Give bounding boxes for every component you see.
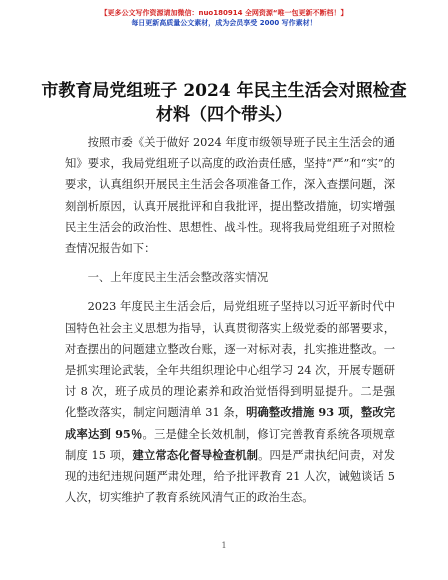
title-line-2: 材料（四个带头） [156,105,292,125]
bold-phrase-measures: 明确整改措施 93 项，整改完成率达到 95％ [65,405,396,441]
bold-phrase-mechanism: 建立常态化督导检查机制 [132,447,259,462]
title-line-1: 市教育局党组班子 2024 年民主生活会对照检查 [41,81,407,101]
promo-line-blue: 每日更新高质量公文素材，成为会员享受 2000 写作素材！ [131,19,317,27]
document-body [65,132,395,508]
spacer [65,259,395,267]
paragraph-text: 2023 年度民主生活会后，局党组班子坚持以习近平新时代中国特色社会主义思想为指导，认真贯彻落实上级党委的部署要求，对查摆出的问题建立整改台账，逐一对标对表，扎实推进整改。一是抓实理论武装，全年共组织理论中心组学习 24 次，开展专题研讨 8 次，班子成员的理论素养和政治觉悟得到明显提升。二是强化整改落实，制定问题清单 31 条， [65,300,395,420]
section-heading-1: 一、上年度民主生活会整改落实情况 [87,271,269,285]
paragraph-text: 。四是严肃执纪问责，对发现的违纪违规问题严肃处理，给予批评教育 21 人次，诫勉谈话 5 人次，切实维护了教育系统风清气正的政治生态。 [65,448,395,505]
paragraph-text: 。三是健全长效机制，修订完善教育系统各项规章制度 15 项， [65,427,395,462]
page-number: 1 [221,541,227,550]
promo-banner [0,8,448,28]
document-title [40,79,408,127]
rectification-paragraph [65,296,395,508]
intro-paragraph: 按照市委《关于做好 2024 年度市级领导班子民主生活会的通知》要求，我局党组班子以高度的政治责任感，坚持“严”和“实”的要求，认真组织开展民主生活会各项准备工作，深入查摆问题，深刻剖析原因，认真开展批评和自我批评，提出整改措施，切实增强民主生活会的政治性、思想性、战斗性。现将我局党组班子对照检查情况报告如下： [65,136,395,256]
spacer [65,288,395,296]
promo-line-red: 【更多公文写作资源请加微信：nuo180914 全网资源“唯一包更新不断档！】 [100,9,348,17]
